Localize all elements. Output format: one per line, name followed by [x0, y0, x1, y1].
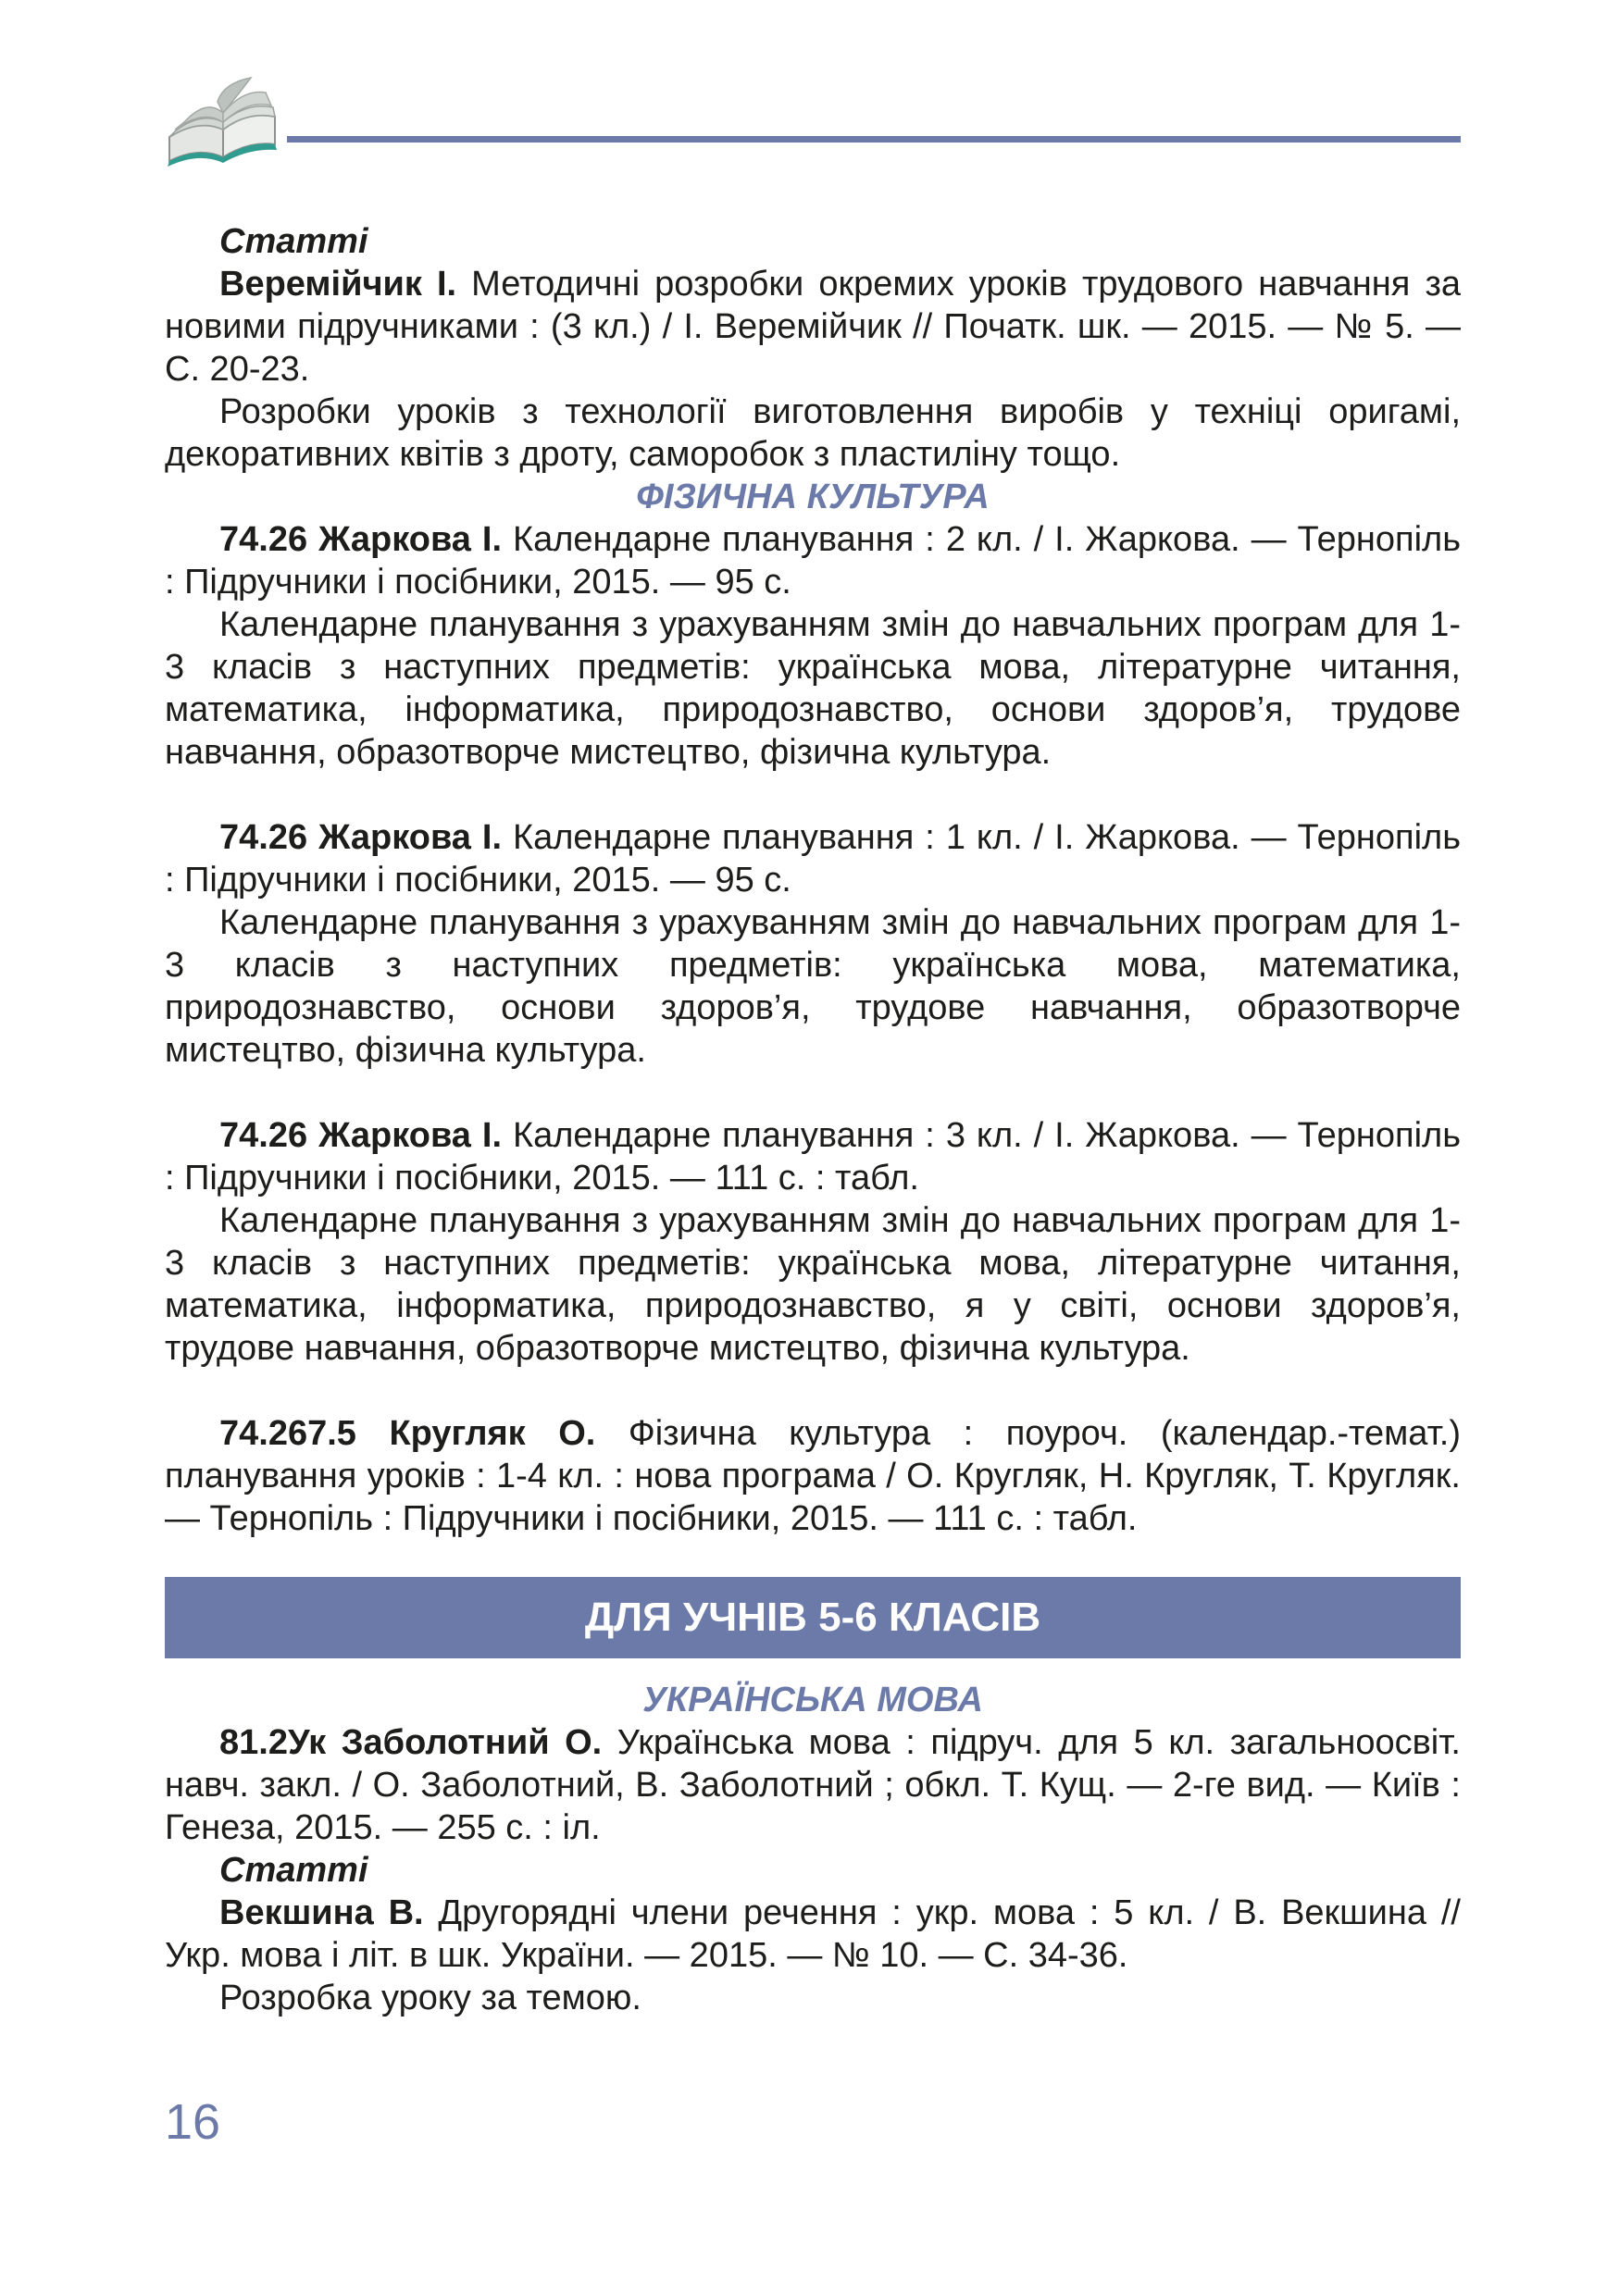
entry-author: Кругляк О. [389, 1414, 596, 1453]
classification-code: 74.26 [219, 520, 308, 559]
subsection-heading: Статті [219, 222, 368, 261]
entry-author: Заболотний О. [341, 1723, 603, 1762]
entry-author: Жаркова І. [318, 1116, 503, 1155]
entry-heading [219, 1893, 424, 1932]
bibliography-entry [165, 1114, 1461, 1199]
bibliography-entry [165, 1721, 1461, 1849]
entry-heading [219, 1723, 602, 1762]
open-book-icon [162, 65, 282, 167]
entry-annotation: Календарне планування з урахуванням змін до навчальних програм для 1-3 класів з наступних предметів: українська мова, математика, природознавство, основи здоров’я, трудове навчання, образотворче мистецтво, фізична культура. [165, 903, 1461, 1070]
entry-author: Жаркова І. [318, 520, 503, 559]
entry-description: Фізична культура : поуроч. (календар.-темат.) планування уроків : 1-4 кл. : нова програма / О. Кругляк, Н. Кругляк, Т. Кругляк. — Тернопіль : Підручники і посібники, 2015. — 111 с. : табл. [165, 1414, 1461, 1538]
entry-description: Методичні розробки окремих уроків трудового навчання за новими підручниками : (3 кл.) / І. Веремійчик // Початк. шк. — 2015. — № 5. — С. 20-23. [165, 265, 1461, 389]
entry-heading [219, 520, 502, 559]
header-rule [287, 136, 1461, 143]
page-number: 16 [165, 2094, 221, 2150]
page-content [165, 220, 1461, 2019]
section-banner: ДЛЯ УЧНІВ 5-6 КЛАСІВ [165, 1577, 1461, 1658]
entry-description: Календарне планування : 1 кл. / І. Жаркова. — Тернопіль : Підручники і посібники, 2015. — 95 с. [165, 818, 1462, 900]
entry-heading [219, 1414, 595, 1453]
entry-description: Українська мова : підруч. для 5 кл. загальноосвіт. навч. закл. / О. Заболотний, В. Заболотний ; обкл. Т. Кущ. — 2-ге вид. — Київ : Генеза, 2015. — 255 с. : іл. [165, 1723, 1461, 1847]
entry-annotation: Календарне планування з урахуванням змін до навчальних програм для 1-3 класів з наступних предметів: українська мова, літературне читання, математика, інформатика, природознавство, основи здоров’я, трудове навчання, образотворче мистецтво, фізична культура. [165, 605, 1461, 772]
bibliography-entry [165, 263, 1461, 391]
section-heading: УКРАЇНСЬКА МОВА [642, 1681, 983, 1719]
entry-description: Календарне планування : 2 кл. / І. Жаркова. — Тернопіль : Підручники і посібники, 2015. — 95 с. [165, 520, 1462, 602]
entry-author: Жаркова І. [318, 818, 503, 857]
bibliography-entry [165, 1412, 1461, 1540]
entry-heading [219, 818, 502, 857]
entry-description: Другорядні члени речення : укр. мова : 5 кл. / В. Векшина // Укр. мова і літ. в шк. України. — 2015. — № 10. — С. 34-36. [165, 1893, 1461, 1975]
entry-annotation: Календарне планування з урахуванням змін до навчальних програм для 1-3 класів з наступних предметів: українська мова, літературне читання, математика, інформатика, природознавство, я у світі, основи здоров’я, трудове навчання, образотворче мистецтво, фізична культура. [165, 1201, 1461, 1368]
subsection-heading: Статті [219, 1851, 368, 1890]
classification-code: 81.2Ук [219, 1723, 327, 1762]
classification-code: 74.267.5 [219, 1414, 356, 1453]
entry-author: Веремійчик І. [219, 265, 457, 304]
section-heading: ФІЗИЧНА КУЛЬТУРА [636, 478, 990, 516]
entry-heading [219, 265, 456, 304]
bibliography-entry [165, 1892, 1461, 1977]
entry-author: Векшина В. [219, 1893, 424, 1932]
entry-description: Календарне планування : 3 кл. / І. Жаркова. — Тернопіль : Підручники і посібники, 2015. — 111 с. : табл. [165, 1116, 1462, 1198]
classification-code: 74.26 [219, 1116, 308, 1155]
bibliography-entry [165, 518, 1461, 603]
bibliography-entry [165, 816, 1461, 901]
entry-heading [219, 1116, 502, 1155]
classification-code: 74.26 [219, 818, 308, 857]
entry-annotation: Розробки уроків з технології виготовлення виробів у техніці оригамі, декоративних квітів з дроту, саморобок з пластиліну тощо. [165, 392, 1461, 474]
entry-annotation: Розробка уроку за темою. [219, 1979, 641, 2017]
